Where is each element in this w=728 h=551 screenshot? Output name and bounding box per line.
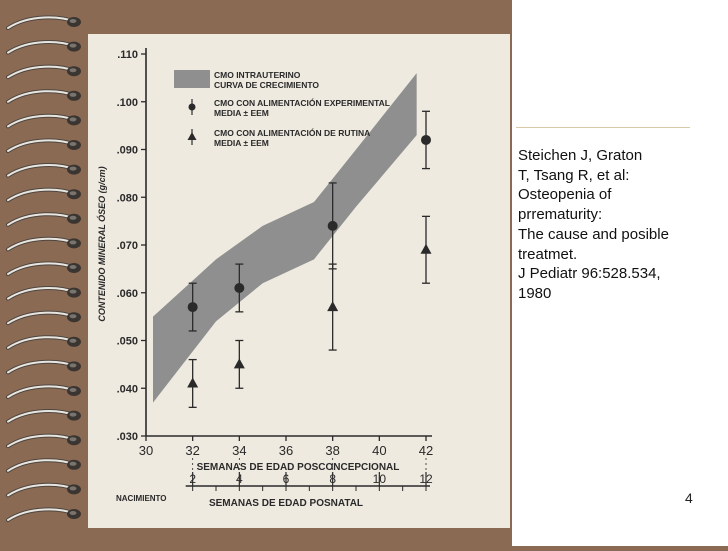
spiral-ring — [8, 460, 81, 471]
x-tick-label: 36 — [278, 443, 294, 458]
y-tick-label: .080 — [116, 192, 138, 205]
spiral-ring — [8, 66, 81, 77]
citation-line: treatmet. — [518, 245, 578, 263]
chart-page — [88, 34, 510, 528]
x-tick-label: 30 — [138, 443, 154, 458]
x-tick-label: 42 — [418, 443, 434, 458]
legend-label: CMO INTRAUTERINO — [214, 70, 301, 80]
spiral-ring — [8, 386, 81, 397]
legend-circle-marker — [189, 104, 196, 111]
spiral-ring — [8, 288, 81, 299]
spiral-ring — [8, 411, 81, 422]
spiral-ring — [8, 337, 81, 348]
routine-point — [234, 358, 245, 368]
y-tick-label: .030 — [116, 431, 138, 443]
spiral-ring — [8, 189, 81, 200]
spiral-rings — [0, 0, 90, 546]
x2-tick-label: 10 — [372, 472, 387, 486]
citation-line: J Pediatr 96:528.534, — [518, 265, 661, 283]
experimental-point — [328, 221, 338, 231]
y-tick-label: .060 — [116, 287, 138, 300]
spiral-ring — [8, 509, 81, 520]
spiral-ring — [8, 238, 81, 249]
divider-line — [516, 127, 690, 128]
y-tick-label: .050 — [116, 335, 138, 348]
legend-label: CURVA DE CRECIMIENTO — [214, 80, 320, 90]
y-tick-label: .100 — [116, 96, 138, 109]
y-tick-label: .090 — [116, 144, 138, 157]
spiral-ring — [8, 165, 81, 176]
citation-line: 1980 — [518, 284, 552, 302]
x2-origin-label: NACIMIENTO — [116, 494, 167, 503]
intrauterine-band — [153, 73, 417, 402]
spiral-ring — [8, 214, 81, 225]
x2-tick-label: 12 — [419, 472, 433, 486]
citation-line: prrematurity: — [518, 206, 603, 224]
y-tick-label: .040 — [116, 383, 138, 396]
legend-label: CMO CON ALIMENTACIÓN DE RUTINA — [214, 128, 371, 138]
spiral-ring — [8, 91, 81, 102]
x-tick-label: 40 — [372, 443, 387, 458]
spiral-ring — [8, 263, 81, 274]
spiral-binding — [0, 0, 90, 546]
y-tick-label: .070 — [116, 240, 138, 252]
spiral-ring — [8, 17, 81, 28]
citation-text — [518, 146, 703, 304]
experimental-point — [188, 302, 198, 312]
citation-line: Steichen J, Graton — [518, 147, 643, 164]
x-tick-label: 34 — [232, 443, 247, 458]
x-axis-label: SEMANAS DE EDAD POSCONCEPCIONAL — [196, 462, 400, 473]
y-tick-label: .110 — [117, 49, 138, 61]
x2-tick-label: 8 — [329, 472, 337, 486]
spiral-ring — [8, 140, 81, 151]
x2-tick-label: 4 — [235, 472, 243, 486]
x-tick-label: 38 — [325, 443, 340, 458]
x-tick-label: 32 — [185, 443, 200, 458]
routine-point — [421, 244, 432, 254]
spiral-ring — [8, 312, 81, 323]
spiral-ring — [8, 115, 81, 126]
legend-band-swatch — [174, 70, 210, 88]
spiral-ring — [8, 435, 81, 446]
routine-point — [187, 377, 198, 387]
citation-line: The cause and posible — [518, 225, 669, 243]
citation-line: Osteopenia of — [518, 186, 612, 204]
spiral-ring — [8, 484, 81, 495]
x2-tick-label: 2 — [189, 472, 197, 486]
legend-label: CMO CON ALIMENTACIÓN EXPERIMENTAL — [214, 98, 390, 108]
page-number: 4 — [685, 490, 693, 506]
x2-axis-label: SEMANAS DE EDAD POSNATAL — [208, 498, 364, 509]
experimental-point — [421, 135, 431, 145]
spiral-ring — [8, 42, 81, 53]
citation-line: T, Tsang R, et al: — [518, 166, 630, 184]
spiral-ring — [8, 361, 81, 372]
legend-label: MEDIA ± EEM — [214, 108, 269, 118]
routine-point — [327, 301, 338, 311]
experimental-point — [234, 283, 244, 293]
legend-label: MEDIA ± EEM — [214, 138, 269, 148]
legend-triangle-marker — [188, 132, 197, 140]
x2-tick-label: 6 — [282, 472, 290, 486]
bone-mineral-chart — [88, 34, 510, 528]
y-axis-label: CONTENIDO MINERAL ÓSEO (g/cm) — [97, 166, 107, 322]
